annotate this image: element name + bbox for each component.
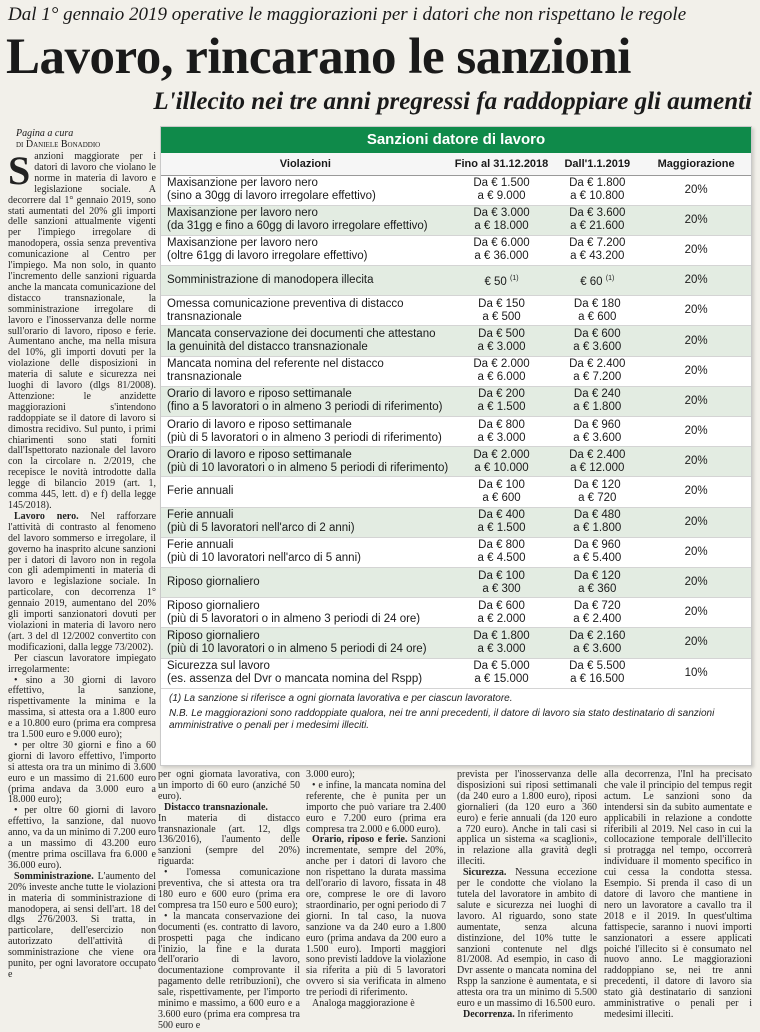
article-intro: anzioni maggiorate per i datori di lavoro che violano le norme in materia di lavoro e legislazione sociale. A decorrere dal 1° gennaio 2019, sono stati aumentati del 20% gli importi delle sanzioni attualmente vigenti per l'impiego irregolare di manodopera, ossia senza preventiva comunicazione al Centro per l'impiego. Ma non solo, in quanto l'incremento delle sanzioni riguarda anche la mancata comunicazione del distacco transnazionale, la somministrazione irregolare di lavoro e l'inosservanza delle norme sull'orario di lavoro, riposo e ferie. Aumentano anche, ma nella misura del 10%, gli importi dovuti per la violazione delle disposizioni in materia di salute e sicurezza nei luoghi di lavoro (dlgs 81/2008). Attenzione: le anzidette maggiorazioni s'intendono raddoppiate se il datore di lavoro si dimostra recidivo. Sul punto, i primi chiarimenti sono stati forniti dall'Ispettorato nazionale del lavoro con la circolare n. 2/2019, che recepisce le novità introdotte dalla legge di bilancio 2019 (art. 1, comma 445, lett. d) e f) della legge 145/2018).: [8, 151, 156, 511]
cell-line: a € 18.000: [474, 220, 529, 233]
cell-line: a € 3.000: [477, 431, 526, 444]
old-amount-cell: [450, 598, 554, 628]
table-row: [161, 507, 751, 537]
cell-line: a € 10.000: [474, 461, 529, 474]
increase-cell: [641, 235, 751, 265]
cell-line: a € 2.000: [477, 612, 526, 625]
new-amount-cell: [553, 567, 641, 597]
cell-line: Da € 400: [478, 509, 525, 522]
article-column-1: [8, 148, 157, 1018]
header-maggiorazione: Maggiorazione: [641, 153, 751, 175]
cell-line: Riposo giornaliero: [167, 629, 260, 642]
old-amount-cell: [450, 628, 554, 658]
table-row: [161, 235, 751, 265]
cell-line: Maxisanzione per lavoro nero: [167, 177, 318, 190]
violation-cell: [161, 658, 450, 688]
cell-line: Da € 200: [478, 388, 525, 401]
cell-line: (sino a 30gg di lavoro irregolare effettivo): [167, 190, 376, 203]
cell-line: a € 16.500: [570, 673, 625, 686]
cell-line: Orario di lavoro e riposo settimanale: [167, 448, 352, 461]
table-row: [161, 477, 751, 507]
table-row: [161, 205, 751, 235]
bullet: • per oltre 60 giorni di lavoro effettivo, la sanzione, dal nuovo anno, va da un minimo di 7.200 euro a un massimo di 43.200 euro (mentre prima oscillava fra 6.000 e 36.000 euro).: [8, 805, 156, 871]
header-fino-al: Fino al 31.12.2018: [450, 153, 554, 175]
table-row: [161, 356, 751, 386]
section-heading: Decorrenza.: [463, 1008, 515, 1020]
cell-line: € 60: [580, 276, 603, 289]
increase-cell: [641, 356, 751, 386]
cell-line: € 50: [484, 276, 507, 289]
violation-cell: [161, 477, 450, 507]
increase-value: 20%: [684, 455, 708, 468]
new-amount-cell: [553, 628, 641, 658]
new-amount-cell: [553, 205, 641, 235]
byline: [16, 128, 156, 150]
paragraph: In riferimento: [517, 1008, 574, 1020]
cell-line: Da € 960: [573, 418, 621, 431]
cell-line: a € 9.000: [477, 190, 526, 203]
cell-line: Riposo giornaliero: [167, 599, 260, 612]
paragraph: prevista per l'inosservanza delle disposizioni sui riposi settimanali (da 240 euro a 1.800 euro), riposi giornalieri (da 120 euro a 360 euro) e ferie annuali (da 120 euro a 720 euro). Anche in tali casi si applica un sistema «a scaglioni», in relazione alla gravità degli illeciti.: [457, 769, 597, 868]
cell-line: a € 360: [578, 582, 617, 595]
table-row: [161, 628, 751, 658]
cell-line: Da € 150: [478, 297, 525, 310]
subhead: L'illecito nei tre anni pregressi fa raddoppiare gli aumenti: [153, 88, 752, 115]
increase-value: 20%: [684, 606, 708, 619]
cell-line: Ferie annuali: [167, 485, 234, 498]
cell-line: Da € 100: [478, 569, 525, 582]
cell-line: Da € 500: [478, 328, 525, 341]
increase-value: 20%: [684, 515, 708, 528]
new-amount-cell: [553, 356, 641, 386]
violation-cell: [161, 537, 450, 567]
cell-line: Orario di lavoro e riposo settimanale: [167, 388, 352, 401]
paragraph: per ogni giornata lavorativa, con un importo di 60 euro (anziché 50 euro).: [158, 769, 300, 802]
section-heading: Sicurezza.: [463, 867, 507, 879]
cell-line: a € 1.800: [573, 522, 622, 535]
new-amount-cell: [553, 417, 641, 447]
new-amount-cell: [553, 477, 641, 507]
header-dall: Dall'1.1.2019: [553, 153, 641, 175]
increase-value: 10%: [684, 666, 708, 679]
dropcap: S: [8, 148, 31, 193]
sanctions-table: [161, 153, 751, 689]
cell-line: (oltre 61gg di lavoro irregolare effettivo): [167, 250, 368, 263]
table-row: [161, 296, 751, 326]
violation-cell: [161, 296, 450, 326]
cell-line: transnazionale: [167, 371, 242, 384]
paragraph: Nessuna eccezione per le condotte che violano la tutela del lavoratore in ambito di salute e sicurezza nei luoghi di lavoro. Al riguardo, sono state aumentate, senza alcuna distinzione, del 10% tutte le sanzioni contenute nel dlgs 81/2008. Ad esempio, in caso di Dvr assente o mancata nomina del Rspp la sanzione è aumentata, e si attesta ora tra un minimo di 5.500 euro e un massimo di 16.500 euro.: [457, 867, 597, 1010]
table-row: [161, 567, 751, 597]
old-amount-cell: [450, 386, 554, 416]
cell-line: (più di 5 lavoratori nell'arco di 2 anni): [167, 522, 355, 535]
cell-line: a € 3.000: [477, 341, 526, 354]
increase-value: 20%: [684, 243, 708, 256]
cell-line: (più di 10 lavoratori nell'arco di 5 anni): [167, 552, 361, 565]
cell-line: Da € 5.000: [473, 660, 530, 673]
table-row: [161, 266, 751, 296]
section-heading: Orario, riposo e ferie.: [312, 834, 408, 846]
cell-line: Da € 2.400: [569, 358, 626, 371]
new-amount-cell: [553, 326, 641, 356]
increase-cell: [641, 326, 751, 356]
new-amount-cell: [553, 386, 641, 416]
article-column-5: [604, 770, 752, 1020]
table-header-row: [161, 153, 751, 175]
increase-cell: [641, 537, 751, 567]
cell-line: a € 5.400: [573, 552, 622, 565]
increase-value: 20%: [684, 394, 708, 407]
cell-line: (più di 10 lavoratori o in almeno 5 periodi di riferimento): [167, 461, 449, 474]
cell-line: Da € 1.800: [569, 177, 626, 190]
cell-line: Da € 180: [573, 297, 621, 310]
cell-line: Da € 2.400: [569, 448, 626, 461]
cell-line: (più di 5 lavoratori o in almeno 3 periodi di 24 ore): [167, 612, 421, 625]
old-amount-cell: [450, 175, 554, 205]
cell-line: a € 15.000: [474, 673, 529, 686]
cell-line: Omessa comunicazione preventiva di distacco: [167, 297, 404, 310]
bullet: • e infine, la mancata nomina del referente, che è punita per un importo che può variare tra 2.400 euro e 7.200 euro (prima era compresa tra 2.000 e 6.000 euro).: [306, 779, 446, 835]
cell-line: Maxisanzione per lavoro nero: [167, 237, 318, 250]
increase-value: 20%: [684, 576, 708, 589]
cell-line: Da € 800: [478, 418, 525, 431]
cell-line: (fino a 5 lavoratori o in almeno 3 periodi di riferimento): [167, 401, 443, 414]
old-amount-cell: [450, 205, 554, 235]
cell-line: transnazionale: [167, 310, 242, 323]
cell-line: Da € 720: [573, 599, 621, 612]
nb-note: N.B. Le maggiorazioni sono raddoppiate qualora, nei tre anni precedenti, il datore di lavoro sia stato destinatario di sanzioni amministrative o penali per i medesimi illeciti.: [169, 707, 715, 731]
cell-line: Da € 600: [573, 328, 621, 341]
cell-line: Da € 240: [573, 388, 621, 401]
new-amount-cell: [553, 296, 641, 326]
byline-line1: Pagina a cura: [16, 128, 74, 139]
increase-cell: [641, 296, 751, 326]
cell-line: a € 720: [578, 491, 617, 504]
section-heading: Somministrazione.: [14, 870, 94, 882]
increase-value: 20%: [684, 183, 708, 196]
cell-line: Da € 6.000: [473, 237, 530, 250]
cell-line: a € 3.600: [573, 431, 622, 444]
violation-cell: [161, 598, 450, 628]
violation-cell: [161, 326, 450, 356]
cell-line: Sicurezza sul lavoro: [167, 660, 270, 673]
new-amount-cell: [553, 507, 641, 537]
cell-line: Da € 120: [573, 478, 621, 491]
old-amount-cell: [450, 658, 554, 688]
violation-cell: [161, 266, 450, 296]
table-row: [161, 326, 751, 356]
cell-line: a € 36.000: [474, 250, 529, 263]
increase-cell: [641, 507, 751, 537]
cell-line: Orario di lavoro e riposo settimanale: [167, 418, 352, 431]
violation-cell: [161, 386, 450, 416]
new-amount-cell: [553, 235, 641, 265]
byline-author: di Daniele Bonaddio: [16, 139, 101, 150]
cell-line: Maxisanzione per lavoro nero: [167, 207, 318, 220]
cell-line: a € 6.000: [477, 371, 526, 384]
cell-line: Da € 600: [478, 599, 525, 612]
paragraph: alla decorrenza, l'Inl ha precisato che vale il principio del tempus regit actum. Le sanzioni sono da intendersi sin da subito aumentate e applicabili in relazione a condotte riferibili al 2019. Nel caso in cui la collocazione temporale dell'illecito si protragga nel tempo, occorrerà individuare il momento specifico in cui cessa la condotta stessa. Esempio. Si prenda il caso di un datore di lavoro che mantiene in nero un lavoratore a cavallo tra il 2018 e il 2019. In quest'ultima fattispecie, saranno i nuovi importi sanzionatori a essere applicati poiché l'illecito si è consumato nel nuovo anno. Le maggiorazioni raddoppiano se, nei tre anni precedenti, il datore di lavoro sia stato già destinatario di sanzioni amministrative o penali per i medesimi illeciti.: [604, 769, 752, 1020]
table-row: [161, 386, 751, 416]
cell-line: a € 12.000: [570, 461, 625, 474]
old-amount-cell: [450, 567, 554, 597]
cell-line: a € 600: [578, 310, 617, 323]
headline: Lavoro, rincarano le sanzioni: [6, 29, 631, 85]
bullet: • per oltre 30 giorni e fino a 60 giorni di lavoro effettivo, l'importo si attesta ora tra un minimo di 3.600 euro e un massimo di 21.600 euro (prima andava da 3.000 euro a 18.000 euro);: [8, 739, 156, 806]
paragraph: 3.000 euro);: [306, 769, 355, 780]
new-amount-cell: [553, 658, 641, 688]
violation-cell: [161, 205, 450, 235]
section-heading: Distacco transnazionale.: [164, 801, 268, 813]
table-row: [161, 175, 751, 205]
increase-value: 20%: [684, 425, 708, 438]
old-amount-cell: [450, 477, 554, 507]
paragraph: In materia di distacco transnazionale (art. 12, dlgs 136/2016), l'aumento delle sanzioni (sempre del 20%) riguarda:: [158, 812, 300, 868]
cell-line: a € 21.600: [570, 220, 625, 233]
header-violazioni: Violazioni: [161, 153, 450, 175]
increase-value: 20%: [684, 213, 708, 226]
increase-value: 20%: [684, 364, 708, 377]
increase-value: 20%: [684, 545, 708, 558]
cell-line: Da € 480: [573, 509, 621, 522]
kicker: Dal 1° gennaio 2019 operative le maggiorazioni per i datori che non rispettano le regole: [8, 4, 687, 25]
increase-cell: [641, 598, 751, 628]
footnote-marker: (1): [510, 275, 519, 283]
paragraph: Nel rafforzare l'attività di contrasto al fenomeno del lavoro sommerso e irregolare, il governo ha inasprito alcune sanzioni per i datori di lavoro non in regola con gli adempimenti in materia di lavoro e legislazione sociale. In particolare, con decorrenza 1° gennaio 2019, aumentano del 20% gli importi sanzionatori dovuti per violazioni in materia di lavoro nero (art. 3 del dl 12/2002 convertito con modificazioni, dalla legge 73/2002).: [8, 510, 157, 653]
cell-line: Da € 120: [573, 569, 621, 582]
cell-line: a € 600: [482, 491, 521, 504]
violation-cell: [161, 628, 450, 658]
cell-line: a € 4.500: [477, 552, 526, 565]
old-amount-cell: [450, 507, 554, 537]
cell-line: a € 1.500: [477, 401, 526, 414]
cell-line: a € 1.500: [477, 522, 526, 535]
table-notes: [161, 689, 751, 739]
new-amount-cell: [553, 598, 641, 628]
article-column-4: [457, 770, 597, 1020]
sanctions-table-panel: [160, 126, 752, 766]
cell-line: Da € 3.600: [569, 207, 626, 220]
cell-line: a € 500: [482, 310, 521, 323]
cell-line: Da € 5.500: [569, 660, 626, 673]
violation-cell: [161, 507, 450, 537]
cell-line: (più di 5 lavoratori o in almeno 3 periodi di riferimento): [167, 431, 442, 444]
paragraph: L'aumento del 20% investe anche tutte le violazioni in materia di somministrazione di manodopera, ai sensi dell'art. 18 del dlgs 276/2003. Si tratta, in particolare, dell'esercizio non autorizzato dell'attività di somministrazione che viene ora punito, per ogni lavoratore occupato e: [8, 870, 156, 980]
cell-line: (più di 10 lavoratori o in almeno 5 periodi di 24 ore): [167, 642, 427, 655]
footnote-marker: (1): [605, 275, 615, 283]
cell-line: Da € 2.000: [473, 448, 530, 461]
cell-line: (da 31gg e fino a 60gg di lavoro irregolare effettivo): [167, 220, 428, 233]
increase-value: 20%: [684, 636, 708, 649]
increase-value: 20%: [684, 304, 708, 317]
old-amount-cell: [450, 417, 554, 447]
increase-cell: [641, 477, 751, 507]
cell-line: (es. assenza del Dvr o mancata nomina del Rspp): [167, 673, 423, 686]
violation-cell: [161, 356, 450, 386]
paragraph: Per ciascun lavoratore impiegato irregolarmente:: [8, 652, 156, 675]
footnote: (1) La sanzione si riferisce a ogni giornata lavorativa e per ciascun lavoratore.: [169, 692, 513, 704]
cell-line: Da € 1.500: [473, 177, 530, 190]
cell-line: Riposo giornaliero: [167, 576, 260, 589]
cell-line: Somministrazione di manodopera illecita: [167, 274, 374, 287]
increase-cell: [641, 386, 751, 416]
cell-line: Da € 7.200: [569, 237, 626, 250]
violation-cell: [161, 417, 450, 447]
table-row: [161, 658, 751, 688]
old-amount-cell: [450, 296, 554, 326]
increase-cell: [641, 447, 751, 477]
article-column-2: [158, 769, 300, 1031]
table-title: Sanzioni datore di lavoro: [161, 127, 751, 153]
table-row: [161, 537, 751, 567]
new-amount-cell: [553, 537, 641, 567]
old-amount-cell: [450, 537, 554, 567]
section-heading: Lavoro nero.: [14, 510, 79, 522]
cell-line: Da € 1.800: [473, 629, 530, 642]
old-amount-cell: [450, 356, 554, 386]
bullet: • sino a 30 giorni di lavoro effettivo, la sanzione, rispettivamente la minima e la massima, si attesta ora a 1.800 euro e a 10.800 euro (prima era compresa tra 1.500 euro e 9.000 euro);: [8, 674, 156, 741]
cell-line: Da € 100: [478, 478, 525, 491]
article-column-3: [306, 770, 446, 1020]
violation-cell: [161, 567, 450, 597]
cell-line: a € 300: [482, 582, 521, 595]
cell-line: Mancata nomina del referente nel distacco: [167, 358, 384, 371]
cell-line: Ferie annuali: [167, 539, 234, 552]
increase-value: 20%: [684, 334, 708, 347]
bullet: • l'omessa comunicazione preventiva, che si attesta ora tra 180 euro e 600 euro (prima era compresa tra 150 euro e 500 euro);: [158, 867, 300, 911]
old-amount-cell: [450, 447, 554, 477]
cell-line: Da € 2.160: [569, 629, 626, 642]
increase-cell: [641, 417, 751, 447]
cell-line: a € 7.200: [573, 371, 622, 384]
increase-cell: [641, 658, 751, 688]
cell-line: Da € 960: [573, 539, 621, 552]
cell-line: a € 1.800: [573, 401, 622, 414]
paragraph: Analoga maggiorazione è: [312, 998, 415, 1010]
increase-cell: [641, 628, 751, 658]
cell-line: Da € 3.000: [473, 207, 530, 220]
cell-line: a € 2.400: [573, 612, 622, 625]
cell-line: a € 3.000: [477, 642, 526, 655]
table-row: [161, 417, 751, 447]
increase-value: 20%: [684, 274, 708, 287]
cell-line: a € 10.800: [570, 190, 625, 203]
table-row: [161, 598, 751, 628]
increase-cell: [641, 266, 751, 296]
old-amount-cell: [450, 266, 554, 296]
cell-line: a € 43.200: [570, 250, 625, 263]
bullet: • la mancata conservazione dei documenti (es. contratto di lavoro, prospetti paga che indicano l'inizio, la fine e la durata dell'orario di lavoro, documentazione comprovante il pagamento delle retribuzioni), che sale, rispettivamente, per l'importo minimo e massimo, a 600 euro e a 3.600 euro (prima era compresa tra 500 euro e: [158, 910, 300, 1031]
table-row: [161, 447, 751, 477]
violation-cell: [161, 447, 450, 477]
increase-cell: [641, 567, 751, 597]
old-amount-cell: [450, 326, 554, 356]
increase-value: 20%: [684, 485, 708, 498]
cell-line: Mancata conservazione dei documenti che attestano: [167, 328, 436, 341]
cell-line: Da € 800: [478, 539, 525, 552]
cell-line: Ferie annuali: [167, 509, 234, 522]
new-amount-cell: [553, 447, 641, 477]
increase-cell: [641, 175, 751, 205]
increase-cell: [641, 205, 751, 235]
cell-line: a € 3.600: [573, 341, 622, 354]
cell-line: a € 3.600: [573, 642, 622, 655]
violation-cell: [161, 175, 450, 205]
new-amount-cell: [553, 266, 641, 296]
paragraph: Sanzioni incrementate, sempre del 20%, anche per i datori di lavoro che non rispettano la durata massima dell'orario di lavoro, fissata in 48 ore, comprese le ore di lavoro straordinario, per ogni periodo di 7 giorni. In tal caso, la nuova sanzione va da 240 euro a 1.800 euro (prima andava da 200 euro a 1.500 euro). Importi maggiori sono previsti laddove la violazione sia riferita a più di 5 lavoratori ovvero si sia verificata in almeno tre periodi di riferimento.: [306, 834, 447, 999]
old-amount-cell: [450, 235, 554, 265]
cell-line: Da € 2.000: [473, 358, 530, 371]
new-amount-cell: [553, 175, 641, 205]
cell-line: la genuinità del distacco transnazionale: [167, 341, 368, 354]
violation-cell: [161, 235, 450, 265]
